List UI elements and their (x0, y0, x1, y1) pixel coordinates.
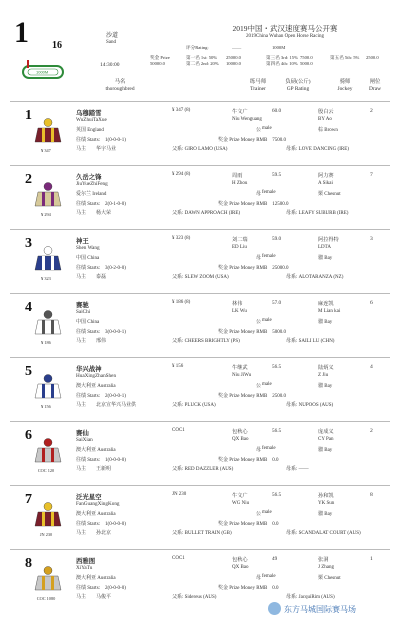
rating-value: —— (232, 45, 242, 50)
horse-name-cn: 华兴战神 (76, 366, 102, 373)
entry-row (0, 296, 400, 363)
horse-country: 澳大利亚 Australia (76, 448, 116, 453)
horse-name-en: SaiXian (76, 437, 93, 443)
jockey-en: J Zhang (318, 565, 334, 570)
draw: 2 (370, 108, 373, 114)
draw: 6 (370, 300, 373, 306)
horse-name-en: JiuYueZhiFeng (76, 181, 108, 187)
weight: 57.0 (272, 300, 282, 306)
horse-name-cn: 泛光星空 (76, 494, 102, 501)
surface-en: Sand (106, 40, 116, 45)
entry-divider (10, 357, 390, 358)
sex-cn: 公 (256, 320, 262, 325)
sex-en: female (262, 574, 276, 579)
sex-en: male (262, 382, 272, 387)
jockey-cn: 阿力赛 (318, 173, 334, 179)
entry-row (0, 232, 400, 299)
jockey-en: Z Jiu (318, 373, 329, 378)
jockey-cn: 麻连凯 (318, 301, 334, 307)
horse-name-en: HuaXingZhanShen (76, 373, 117, 379)
entry-number: 5 (25, 364, 32, 379)
horse-starts: 往绩 Starts: 2(0-0-0-0) (76, 586, 126, 591)
prize-money: 奖金 Prize Money RMB 25000.0 (218, 266, 289, 271)
race-sub-number: 16 (52, 40, 62, 51)
jockey-en: CY Pan (318, 437, 334, 442)
horse-owner: 马主 邢伟 (76, 339, 107, 344)
entry-divider (10, 421, 390, 422)
dam: 母系: NUPOOS (AUS) (286, 403, 334, 408)
horse-owner: 马主 杨大荣 (76, 211, 112, 216)
horse-name-en: WuZhuiTaXue (76, 117, 107, 123)
sex-cn: 公 (256, 384, 262, 389)
prize-money: 奖金 Prize Money RMB 12500.0 (218, 202, 289, 207)
entry-divider (10, 229, 390, 230)
entry-row (0, 488, 400, 555)
horse-rating: JN 230 (172, 492, 187, 497)
horse-starts: 往绩 Starts: 3(0-2-0-0) (76, 266, 126, 271)
col-draw: 闸位 Draw (369, 79, 381, 92)
coat-color: 栗 Chesnut (318, 576, 341, 581)
horse-starts: 往绩 Starts: 1(0-0-0-0) (76, 458, 126, 463)
sex-en: female (262, 446, 276, 451)
jockey-en: BY Ao (318, 117, 332, 122)
horse-owner: 马主 泰磊 (76, 275, 107, 280)
track-distance-label: 1000M (36, 69, 49, 75)
place-1-value: 25000.0 (226, 55, 241, 60)
race-number: 1 (14, 16, 29, 49)
draw: 3 (370, 236, 373, 242)
silk-code: JN 230 (39, 532, 53, 537)
weight: 56.5 (272, 364, 282, 370)
trainer-en: QX Bao (232, 565, 249, 570)
dam: 母系: SAILI LU (CHN) (286, 339, 335, 344)
entry-divider (10, 485, 390, 486)
trainer-en: Niu JiWu (232, 373, 252, 378)
horse-name-cn: 久岳之锋 (76, 174, 102, 181)
coat-color: 栗 Chesnut (318, 192, 341, 197)
prize-money: 奖金 Prize Money RMB 2500.0 (218, 394, 287, 399)
place-4-label: 第四名 4th: 10% (266, 60, 298, 66)
prize-total: 50000.0 (150, 60, 165, 66)
sire: 父系: GIRO LAMO (USA) (172, 147, 228, 152)
weight: 60.0 (272, 108, 282, 114)
trainer-en: QX Bao (232, 437, 249, 442)
jockey-silk-icon (33, 566, 63, 594)
trainer-cn: 牛继武 (232, 365, 248, 371)
horse-name-cn: 西雅图 (76, 558, 96, 565)
sire: 父系: CHEERS BRIGHTLY (PS) (172, 339, 240, 344)
jockey-cn: 孙和凯 (318, 493, 334, 499)
silk-code: ¥ 347 (41, 148, 51, 153)
event-subtitle: 2019China Wuhan Open Horse Racing (245, 34, 325, 39)
jockey-cn: 阿拉得特 (318, 237, 339, 243)
jockey-cn: 张洞 (318, 557, 329, 563)
entry-divider (10, 549, 390, 550)
coat-color: 骝 Bay (318, 256, 333, 261)
weight: 59.0 (272, 236, 282, 242)
horse-rating: ¥ 323 (8) (172, 236, 191, 241)
entry-number: 3 (25, 236, 32, 251)
silk-code: ¥ 323 (41, 276, 51, 281)
draw: 4 (370, 364, 373, 370)
horse-owner: 马主 王新明 (76, 467, 112, 472)
silk-code: ¥ 156 (41, 404, 51, 409)
trainer-en: LK Wu (232, 309, 247, 314)
race-time: 14:30:00 (100, 62, 120, 68)
horse-owner: 马主 北京宣华兴马业供 (76, 403, 137, 408)
weight: 56.5 (272, 428, 282, 434)
horse-owner: 马主 马俊平 (76, 595, 112, 600)
jockey-cn: 殷白云 (318, 109, 334, 115)
sex-cn: 母 (256, 192, 262, 197)
horse-name-en: XiYaTu (76, 565, 93, 571)
coat-color: 骝 Bay (318, 512, 333, 517)
sire: 父系: SLEW ZOOM (USA) (172, 275, 229, 280)
horse-name-cn: 赛驰 (76, 302, 89, 309)
prize-money: 奖金 Prize Money RMB 0.0 (218, 522, 279, 527)
jockey-cn: 陆炳义 (318, 365, 334, 371)
col-horse: 马名 thoroughbred (105, 79, 135, 92)
horse-name-cn: 赛仙 (76, 430, 89, 437)
horse-country: 澳大利亚 Australia (76, 512, 116, 517)
horse-rating: COC1 (172, 428, 185, 433)
entry-row (0, 168, 400, 235)
sex-cn: 母 (256, 576, 262, 581)
horse-rating: ¥ 294 (8) (172, 172, 191, 177)
trainer-cn: 包秋心 (232, 557, 248, 563)
horse-name-cn: 神王 (76, 238, 89, 245)
sire: 父系: Sidereus (AUS) (172, 595, 217, 600)
draw: 2 (370, 428, 373, 434)
prize-money: 奖金 Prize Money RMB 0.0 (218, 586, 279, 591)
horse-starts: 往绩 Starts: 2(0-1-0-0) (76, 202, 126, 207)
entry-number: 1 (25, 108, 32, 123)
distance-m: 1000M (272, 45, 286, 50)
place-5-label: 第五名 5th: 5% (330, 55, 360, 60)
draw: 7 (370, 172, 373, 178)
dam: 母系: LEAFY SUBURB (IRE) (286, 211, 349, 216)
trainer-en: Niu Wenguang (232, 117, 262, 122)
col-jockey: 骑师 Jockey (337, 79, 353, 92)
horse-country: 中国 China (76, 320, 100, 325)
dam: 母系: LOVE DANCING (IRE) (286, 147, 349, 152)
entry-number: 2 (25, 172, 32, 187)
jockey-silk-icon (33, 374, 63, 402)
trainer-en: H Zhou (232, 181, 248, 186)
sex-cn: 公 (256, 512, 262, 517)
silk-code: ¥ 186 (41, 340, 51, 345)
horse-rating: ¥ 156 (172, 364, 184, 369)
coat-color: 骝 Bay (318, 320, 333, 325)
sire: 父系: RED DAZZLER (AUS) (172, 467, 234, 472)
event-title: 2019中国・武汉速度赛马公开赛 (232, 24, 338, 33)
sex-en: male (262, 318, 272, 323)
horse-name-cn: 乌穆踏雪 (76, 110, 102, 117)
silk-code: COC 120 (37, 468, 55, 473)
sex-cn: 母 (256, 448, 262, 453)
watermark: 东方马城国际赛马场 (284, 605, 356, 614)
entry-number: 6 (25, 428, 32, 443)
horse-country: 澳大利亚 Australia (76, 384, 116, 389)
column-header (70, 79, 390, 99)
horse-name-en: FanGuangXingKong (76, 501, 120, 507)
col-weight: 负磅(公斤) GP Rating (285, 79, 311, 92)
place-3-label: 第三名 3rd: 15% (266, 55, 298, 60)
weight: 56.5 (272, 492, 282, 498)
horse-country: 爱尔兰 Ireland (76, 192, 107, 197)
horse-starts: 往绩 Starts: 1(0-0-0-1) (76, 138, 126, 143)
jockey-cn: 庞成义 (318, 429, 334, 435)
horse-country: 澳大利亚 Australia (76, 576, 116, 581)
horse-owner: 马主 孙北京 (76, 531, 112, 536)
place-4-value: 5000.0 (300, 60, 313, 66)
track-map-icon (22, 60, 66, 80)
horse-starts: 往绩 Starts: 1(0-0-0-0) (76, 522, 126, 527)
prize-money: 奖金 Prize Money RMB 5000.0 (218, 330, 287, 335)
entry-number: 8 (25, 556, 32, 571)
entry-number: 7 (25, 492, 32, 507)
dam: 母系: ALOTARANZA (NZ) (286, 275, 344, 280)
place-3-value: 7500.0 (300, 55, 313, 60)
jockey-silk-icon (33, 502, 63, 530)
dam: 母系: —— (286, 467, 309, 472)
trainer-cn: 刘二瑞 (232, 237, 248, 243)
entry-row (0, 360, 400, 427)
sex-cn: 公 (256, 128, 262, 133)
rating-label: 评分Rating: (186, 45, 209, 50)
dam: 母系: SCANDALAT COURT (AUS) (286, 531, 361, 536)
trainer-cn: 牛文广 (232, 493, 248, 499)
horse-starts: 往绩 Starts: 3(0-0-0-1) (76, 330, 126, 335)
sex-en: male (262, 510, 272, 515)
header-divider (10, 101, 390, 102)
jockey-silk-icon (33, 438, 63, 466)
horse-country: 中国 China (76, 256, 100, 261)
draw: 8 (370, 492, 373, 498)
sire: 父系: DAWN APPROACH (IRE) (172, 211, 241, 216)
draw: 1 (370, 556, 373, 562)
dam: 母系: JacquiRim (AUS) (286, 595, 335, 600)
horse-name-en: SaiChi (76, 309, 91, 315)
silk-code: COC 1080 (36, 596, 56, 601)
place-1-label: 第一名 1st: 50% (186, 55, 218, 60)
horse-starts: 往绩 Starts: 2(0-0-0-1) (76, 394, 126, 399)
weight: 49 (272, 556, 278, 562)
sex-en: male (262, 126, 272, 131)
jockey-silk-icon (33, 182, 63, 210)
horse-country: 英国 England (76, 128, 104, 133)
horse-name-en: Shen Wang (76, 245, 100, 251)
trainer-cn: 林伟 (232, 301, 243, 307)
jockey-en: A Sikai (318, 181, 333, 186)
prize-label: 奖金 Prize (150, 55, 170, 60)
trainer-cn: 包秋心 (232, 429, 248, 435)
entry-row (0, 424, 400, 491)
silk-code: ¥ 294 (41, 212, 51, 217)
coat-color: 骝 Bay (318, 448, 333, 453)
jockey-en: M Lian kai (318, 309, 341, 314)
col-trainer: 练马师 Trainer (249, 79, 267, 92)
sex-cn: 母 (256, 256, 262, 261)
sire: 父系: BULLET TRAIN (GB) (172, 531, 232, 536)
entry-divider (10, 165, 390, 166)
place-5-value: 2500.0 (366, 55, 379, 60)
horse-rating: COC1 (172, 556, 185, 561)
jockey-en: YK Sun (318, 501, 335, 506)
trainer-cn: 周雨 (232, 173, 243, 179)
sire: 父系: PLUCK (USA) (172, 403, 216, 408)
trainer-en: ED Liu (232, 245, 247, 250)
sex-en: female (262, 254, 276, 259)
weight: 59.5 (272, 172, 282, 178)
trainer-cn: 牛文广 (232, 109, 248, 115)
horse-rating: ¥ 186 (8) (172, 300, 191, 305)
entry-divider (10, 293, 390, 294)
trainer-en: WG Niu (232, 501, 250, 506)
entry-row (0, 104, 400, 171)
prize-money: 奖金 Prize Money RMB 7500.0 (218, 138, 287, 143)
coat-color: 棕 Brown (318, 128, 338, 133)
jockey-en: LDTA (318, 245, 331, 250)
jockey-silk-icon (33, 246, 63, 274)
jockey-silk-icon (33, 118, 63, 146)
entry-number: 4 (25, 300, 32, 315)
jockey-silk-icon (33, 310, 63, 338)
sex-en: female (262, 190, 276, 195)
coat-color: 骝 Bay (318, 384, 333, 389)
watermark-logo-icon (268, 602, 281, 615)
horse-owner: 马主 华宇马业 (76, 147, 117, 152)
place-2-label: 第二名 2nd: 20% (186, 60, 219, 66)
surface-cn: 沙道 (106, 33, 119, 39)
prize-money: 奖金 Prize Money RMB 0.0 (218, 458, 279, 463)
place-2-value: 10000.0 (226, 60, 241, 66)
horse-rating: ¥ 347 (8) (172, 108, 191, 113)
